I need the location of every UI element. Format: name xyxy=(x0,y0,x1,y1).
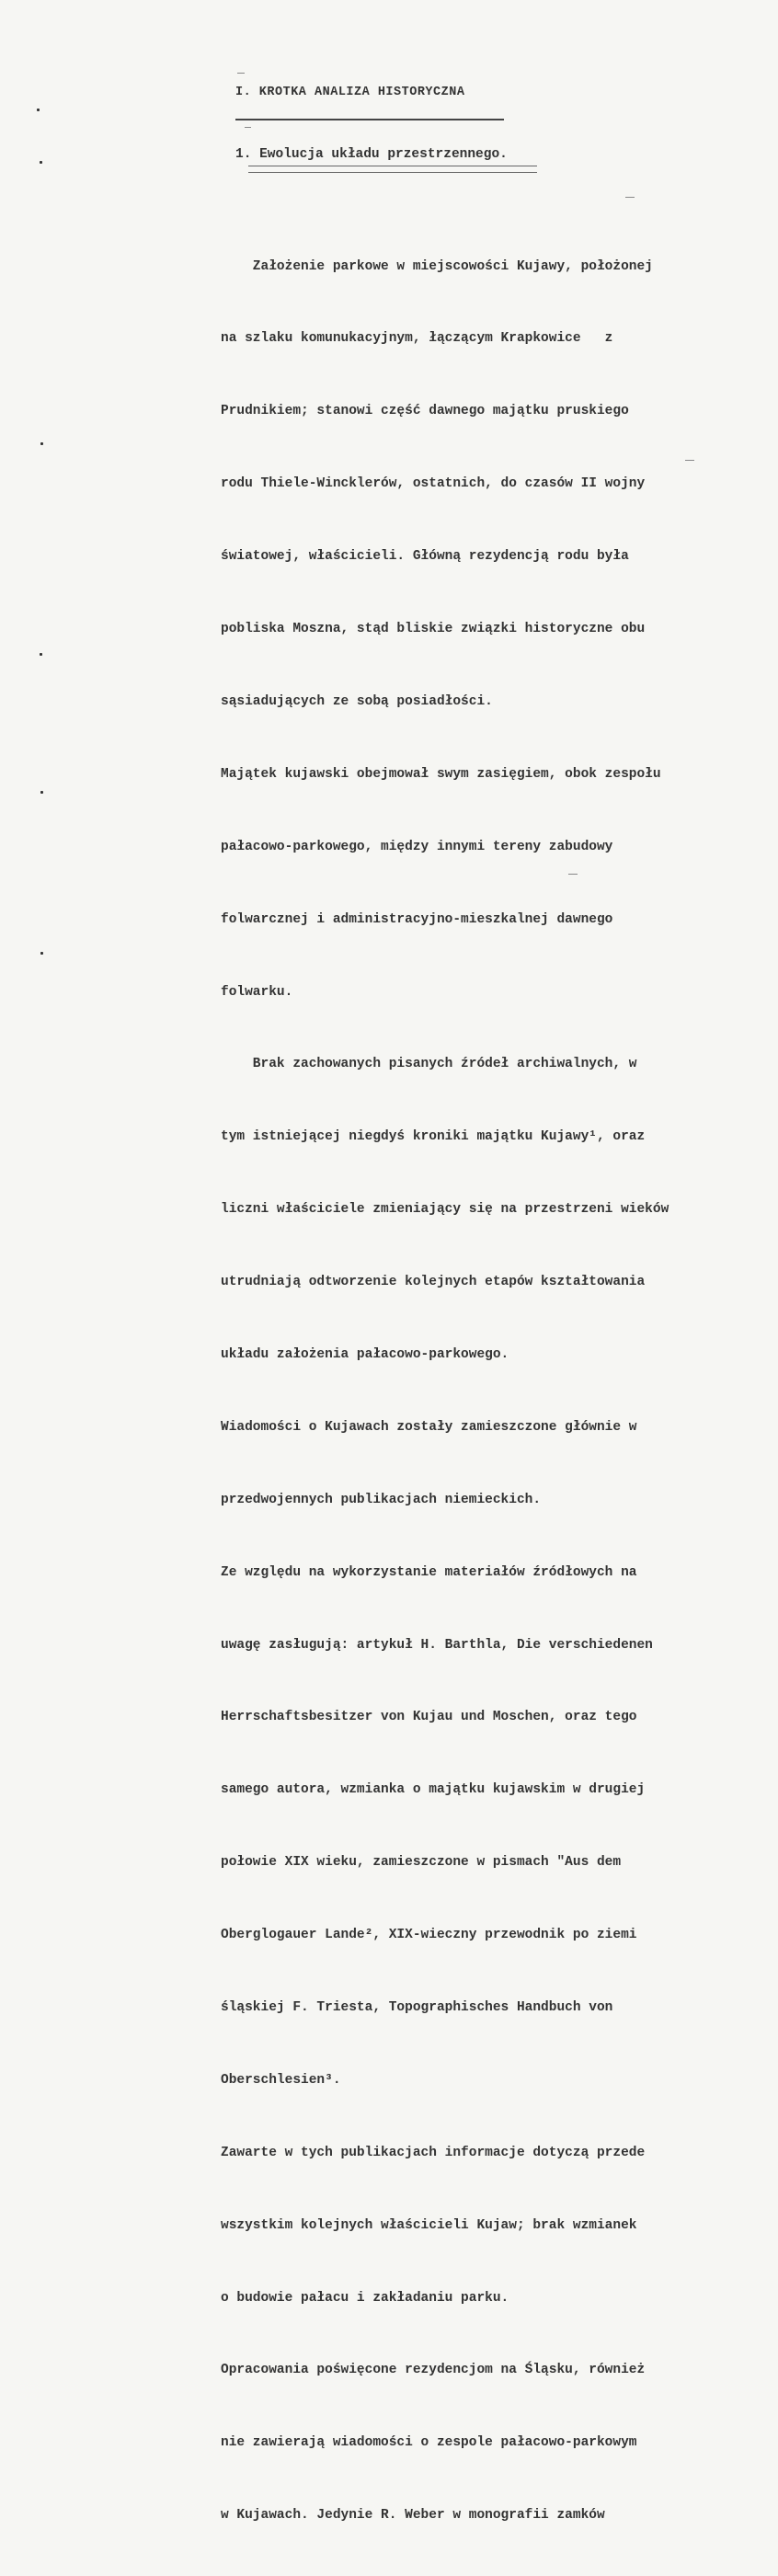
stray-mark xyxy=(625,197,635,198)
text-line: liczni właściciele zmieniający się na przestrzeni wieków xyxy=(221,1202,669,1218)
text-line: układu założenia pałacowo-parkowego. xyxy=(221,1346,509,1362)
text-line: połowie XIX wieku, zamieszczone w pismach "Aus dem xyxy=(221,1855,622,1871)
body-text xyxy=(221,206,763,2576)
text-line: tym istniejącej niegdyś kroniki majątku Kujawy¹, oraz xyxy=(221,1129,646,1145)
text-line: rodu Thiele-Wincklerów, ostatnich, do czasów II wojny xyxy=(221,476,646,492)
text-line: Opracowania poświęcone rezydencjom na Śląsku, również xyxy=(221,2363,646,2378)
text-line: na szlaku komunukacyjnym, łączącym Krapkowice z xyxy=(221,331,613,347)
text-line: folwarku. xyxy=(221,984,293,1000)
text-line: przedwojennych publikacjach niemieckich. xyxy=(221,1492,542,1507)
text-line: Herrschaftsbesitzer von Kujau und Moschen, oraz tego xyxy=(221,1710,637,1725)
text-line: pałacowo-parkowego, między innymi tereny zabudowy xyxy=(221,839,613,854)
text-line: śląskiej F. Triesta, Topographisches Handbuch von xyxy=(221,1999,613,2015)
margin-mark xyxy=(37,109,40,111)
text-line: Ze względu na wykorzystanie materiałów źródłowych na xyxy=(221,1564,637,1580)
stray-mark xyxy=(245,127,251,128)
text-line: pobliska Moszna, stąd bliskie związki historyczne obu xyxy=(221,622,646,637)
margin-mark xyxy=(40,952,43,955)
margin-mark xyxy=(40,791,43,794)
text-line: Oberglogauer Lande², XIX-wieczny przewodnik po ziemi xyxy=(221,1928,637,1943)
margin-mark xyxy=(40,161,42,164)
text-line: Wiadomości o Kujawach zostały zamieszczone głównie w xyxy=(221,1419,637,1435)
text-line: w Kujawach. Jedynie R. Weber w monografii zamków xyxy=(221,2508,605,2524)
text-line: wszystkim kolejnych właścicieli Kujaw; brak wzmianek xyxy=(221,2217,637,2233)
chapter-underline xyxy=(235,119,504,120)
text-line: utrudniają odtworzenie kolejnych etapów kształtowania xyxy=(221,1275,646,1290)
chapter-heading: I. KROTKA ANALIZA HISTORYCZNA xyxy=(235,86,465,99)
text-line: Założenie parkowe w miejscowości Kujawy, położonej xyxy=(221,258,653,274)
margin-mark xyxy=(40,442,43,445)
text-line: światowej, właścicieli. Główną rezydencją rodu była xyxy=(221,549,629,565)
stray-mark xyxy=(237,73,245,74)
text-line: Majątek kujawski obejmował swym zasięgiem, obok zespołu xyxy=(221,766,661,782)
margin-mark xyxy=(40,653,42,656)
text-line: sąsiadujących ze sobą posiadłości. xyxy=(221,693,493,709)
text-line: o budowie pałacu i zakładaniu parku. xyxy=(221,2290,509,2306)
text-line: Oberschlesien³. xyxy=(221,2072,341,2088)
section-heading: 1. Ewolucja układu przestrzennego. xyxy=(235,147,508,162)
section-double-underline xyxy=(248,166,537,173)
text-line: folwarcznej i administracyjno-mieszkalnej dawnego xyxy=(221,911,613,927)
text-line: Brak zachowanych pisanych źródeł archiwalnych, w xyxy=(221,1057,637,1072)
text-line: samego autora, wzmianka o majątku kujawskim w drugiej xyxy=(221,1782,646,1798)
text-line: nie zawierają wiadomości o zespole pałacowo-parkowym xyxy=(221,2435,637,2451)
text-line: Zawarte w tych publikacjach informacje dotyczą przede xyxy=(221,2145,646,2160)
text-line: uwagę zasługują: artykuł H. Barthla, Die verschiedenen xyxy=(221,1637,653,1653)
text-line: Prudnikiem; stanowi część dawnego majątku pruskiego xyxy=(221,404,629,419)
